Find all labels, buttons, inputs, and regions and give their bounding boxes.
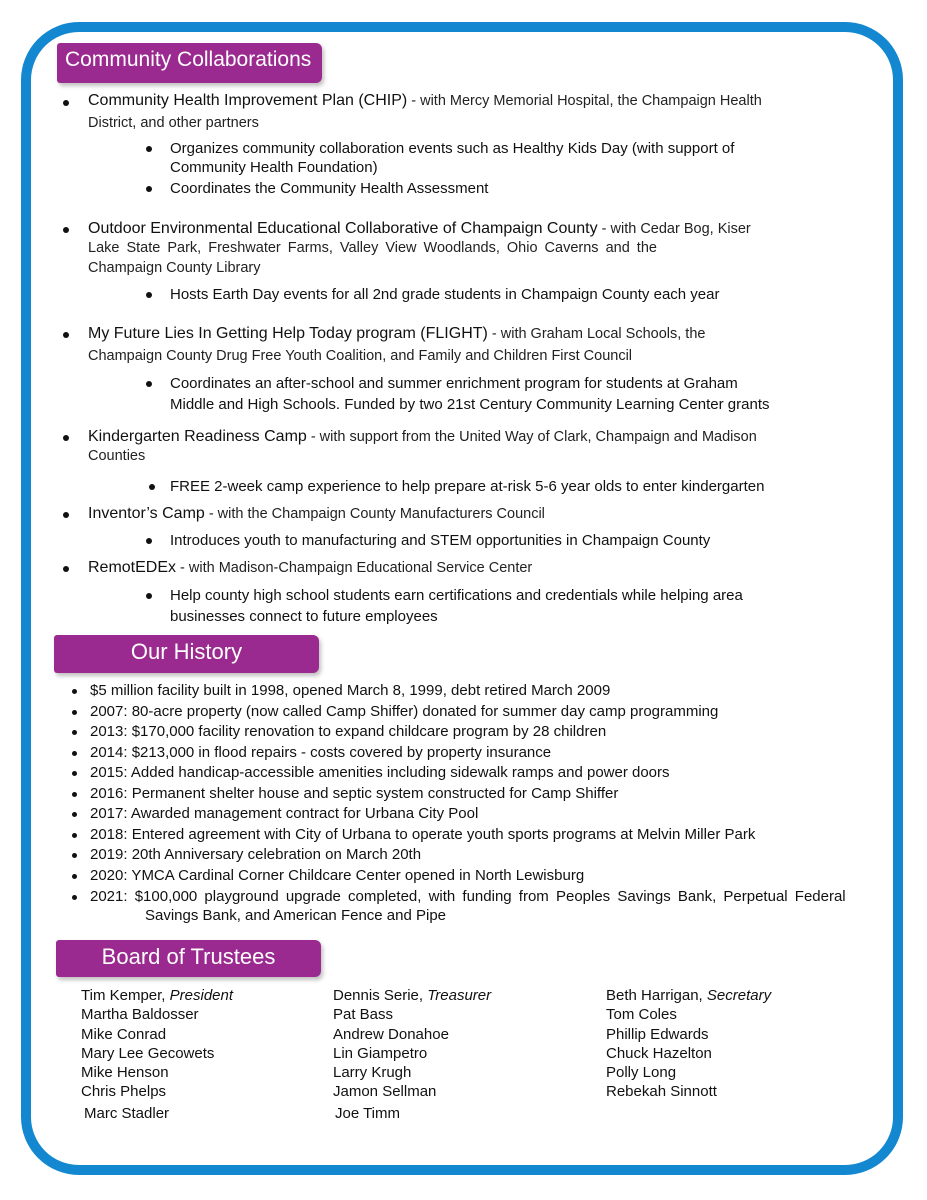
collab-sub-cont: Middle and High Schools. Funded by two 21st Century Community Learning Center grants [170, 396, 770, 413]
bullet-dot [72, 771, 77, 776]
collab-item-4 [88, 427, 757, 447]
bullet-dot [72, 895, 77, 900]
bullet-dot [146, 593, 152, 599]
board-column-2 [333, 986, 491, 1123]
trustee: Martha Baldosser [81, 1006, 199, 1024]
trustee: Jamon Sellman [333, 1083, 437, 1101]
bullet-dot [149, 484, 155, 490]
trustee: Mike Conrad [81, 1025, 167, 1043]
bullet-dot [63, 512, 69, 518]
trustee: Polly Long [606, 1064, 677, 1082]
collab-item-6 [88, 558, 532, 578]
collab-desc-cont: Champaign County Drug Free Youth Coalition, and Family and Children First Council [88, 348, 633, 364]
bullet-dot [72, 812, 77, 817]
board-column-3 [606, 986, 771, 1102]
trustee: Mary Lee Gecowets [81, 1044, 215, 1062]
collab-title: RemotEDEx [88, 559, 177, 576]
history-item: $5 million facility built in 1998, opened March 8, 1999, debt retired March 2009 [90, 682, 611, 699]
collab-item-2 [88, 219, 751, 239]
collab-title: Kindergarten Readiness Camp [88, 428, 307, 445]
trustee: Andrew Donahoe [333, 1025, 449, 1043]
collab-sub: Organizes community collaboration events such as Healthy Kids Day (with support of [170, 140, 735, 157]
history-item: 2015: Added handicap-accessible amenities including sidewalk ramps and power doors [90, 764, 670, 781]
collab-sub: FREE 2-week camp experience to help prepare at-risk 5-6 year olds to enter kindergarten [170, 478, 765, 495]
collab-desc: - with Madison-Champaign Educational Service Center [176, 560, 533, 576]
collab-desc-cont: Lake State Park, Freshwater Farms, Valley View Woodlands, Ohio Caverns and the [88, 240, 657, 256]
collab-desc: - with support from the United Way of Clark, Champaign and Madison [306, 429, 757, 445]
trustee [81, 986, 233, 1005]
bullet-dot [63, 100, 69, 106]
trustee: Mike Henson [81, 1064, 169, 1082]
bullet-dot [63, 227, 69, 233]
history-item: 2018: Entered agreement with City of Urbana to operate youth sports programs at Melvin Miller Park [90, 826, 756, 843]
collab-desc: - with Cedar Bog, Kiser [597, 221, 751, 237]
bullet-dot [63, 435, 69, 441]
trustee: Chuck Hazelton [606, 1044, 712, 1062]
history-item: 2016: Permanent shelter house and septic system constructed for Camp Shiffer [90, 785, 619, 802]
trustee: Pat Bass [333, 1006, 394, 1024]
bullet-dot [146, 381, 152, 387]
collab-desc: - with Graham Local Schools, the [487, 326, 706, 342]
trustee: Chris Phelps [81, 1083, 167, 1101]
collab-title: Inventor’s Camp [88, 505, 205, 522]
bullet-dot [63, 332, 69, 338]
section-tab-board: Board of Trustees [56, 940, 321, 977]
trustee-name: Beth Harrigan, [606, 987, 707, 1004]
bullet-dot [72, 853, 77, 858]
trustee: Larry Krugh [333, 1064, 412, 1082]
section-tab-history: Our History [54, 635, 319, 673]
collab-item-5 [88, 504, 545, 524]
bullet-dot [63, 566, 69, 572]
trustee: Phillip Edwards [606, 1025, 709, 1043]
collab-desc-cont: Champaign County Library [88, 260, 261, 276]
trustee: Rebekah Sinnott [606, 1083, 717, 1101]
history-item: 2013: $170,000 facility renovation to expand childcare program by 28 children [90, 723, 607, 740]
history-item: 2017: Awarded management contract for Urbana City Pool [90, 805, 479, 822]
collab-desc: - with the Champaign County Manufacturers Council [204, 506, 545, 522]
trustee: Joe Timm [335, 1104, 401, 1122]
bullet-dot [72, 792, 77, 797]
history-item-cont: Savings Bank, and American Fence and Pipe [145, 907, 447, 924]
collab-desc: - with Mercy Memorial Hospital, the Champaign Health [407, 93, 762, 109]
trustee [333, 986, 491, 1005]
collab-item-1 [88, 91, 762, 111]
bullet-dot [146, 538, 152, 544]
collab-sub-cont: Community Health Foundation) [170, 159, 378, 176]
trustee-role: Treasurer [427, 987, 492, 1004]
history-item: 2020: YMCA Cardinal Corner Childcare Center opened in North Lewisburg [90, 867, 585, 884]
bullet-dot [146, 186, 152, 192]
trustee-name: Tim Kemper, [81, 987, 170, 1004]
bullet-dot [72, 730, 77, 735]
bullet-dot [72, 689, 77, 694]
collab-desc-cont: Counties [88, 448, 146, 464]
collab-sub: Coordinates an after-school and summer enrichment program for students at Graham [170, 375, 738, 392]
trustee: Tom Coles [606, 1006, 677, 1024]
collab-title: My Future Lies In Getting Help Today program (FLIGHT) [88, 325, 488, 342]
bullet-dot [72, 751, 77, 756]
collab-sub-cont: businesses connect to future employees [170, 608, 438, 625]
trustee: Lin Giampetro [333, 1044, 428, 1062]
trustee [606, 986, 771, 1005]
bullet-dot [146, 292, 152, 298]
history-item: 2007: 80-acre property (now called Camp Shiffer) donated for summer day camp programming [90, 703, 719, 720]
collab-title: Outdoor Environmental Educational Collaborative of Champaign County [88, 220, 598, 237]
bullet-dot [146, 146, 152, 152]
bullet-dot [72, 874, 77, 879]
collab-desc-cont: District, and other partners [88, 115, 259, 131]
section-tab-collaborations: Community Collaborations [57, 43, 322, 83]
history-item: 2014: $213,000 in flood repairs - costs covered by property insurance [90, 744, 552, 761]
collab-item-3 [88, 324, 705, 344]
collab-sub: Coordinates the Community Health Assessment [170, 180, 489, 197]
collab-sub: Hosts Earth Day events for all 2nd grade students in Champaign County each year [170, 286, 720, 303]
board-column-1 [81, 986, 233, 1123]
bullet-dot [72, 710, 77, 715]
collab-sub: Introduces youth to manufacturing and STEM opportunities in Champaign County [170, 532, 711, 549]
history-item: 2021: $100,000 playground upgrade completed, with funding from Peoples Savings Bank, Perpetual Federal [90, 888, 846, 905]
collab-title: Community Health Improvement Plan (CHIP) [88, 92, 408, 109]
trustee-role: President [169, 987, 234, 1004]
trustee-role: Secretary [706, 987, 772, 1004]
trustee: Marc Stadler [84, 1104, 170, 1122]
trustee-name: Dennis Serie, [333, 987, 428, 1004]
bullet-dot [72, 833, 77, 838]
collab-sub: Help county high school students earn certifications and credentials while helping area [170, 587, 743, 604]
history-item: 2019: 20th Anniversary celebration on March 20th [90, 846, 422, 863]
